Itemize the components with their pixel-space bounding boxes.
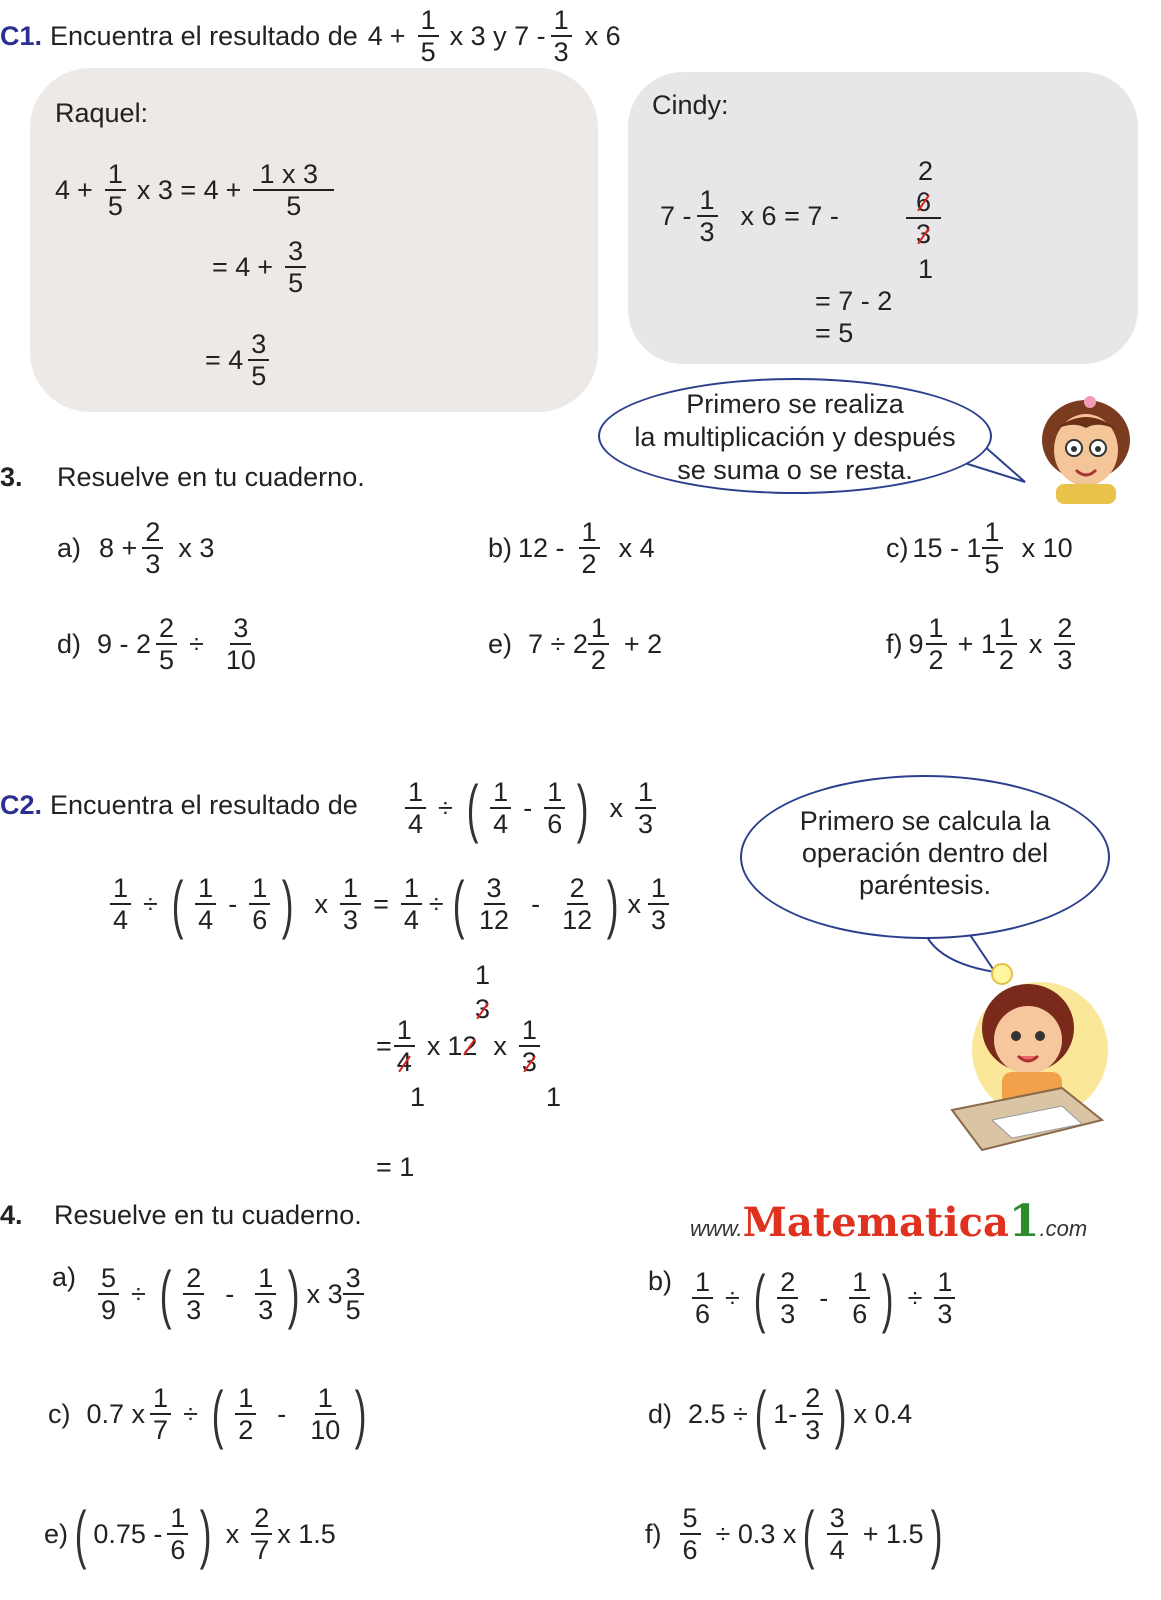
cindy-line-1: 7 - $\frac{1}{3}$ x 6 = 7 - bbox=[660, 185, 839, 248]
c2-header: C2. Encuentra el resultado de bbox=[0, 790, 358, 820]
q4-item-d: d) 2.5 ÷ ( 1- $\frac{2}{3}$ ) x 0.4 bbox=[648, 1378, 913, 1450]
matematica1-logo: www.Matematica1.com bbox=[690, 1196, 1088, 1247]
c1-id: C1. bbox=[0, 20, 43, 51]
fraction: $\frac{1}{3}$ bbox=[551, 6, 572, 67]
cindy-line-3: = 5 bbox=[815, 318, 854, 348]
girl-writing-illustration bbox=[942, 960, 1112, 1160]
q4-item-c: c) 0.7 x $\frac{1}{7}$ ÷ ( $\frac{1}{2}$ - $\frac{1}{10}$ ) bbox=[48, 1378, 367, 1450]
q4-item-b: b) $\frac{1}{6}$ ÷ ( $\frac{2}{3}$ - $\frac{1}{6}$ ) ÷ $\frac{1}{3}$ bbox=[648, 1266, 960, 1330]
c2-step-3: = 1 bbox=[376, 1152, 415, 1182]
cindy-cancel-bottom: 1 bbox=[918, 254, 934, 284]
cindy-name: Cindy: bbox=[652, 90, 729, 120]
q4-item-a: a) $\frac{5}{9}$ ÷ ( $\frac{2}{3}$ - $\frac{1}{3}$ ) x 3 $\frac{3}{5}$ bbox=[52, 1262, 369, 1326]
q3-title: Resuelve en tu cuaderno. bbox=[57, 462, 365, 492]
speech-bubble-2: Primero se calcula la operación dentro del paréntesis. bbox=[740, 775, 1110, 939]
raquel-line-1: 4 + $\frac{1}{5}$ x 3 = 4 + $\frac{1 x 3}{5}$ bbox=[55, 160, 339, 221]
raquel-name: Raquel: bbox=[55, 98, 149, 128]
q4-item-f: f) $\frac{5}{6}$ ÷ 0.3 x ( $\frac{3}{4}$ + 1.5 ) bbox=[645, 1498, 943, 1570]
q3-item-d: d) 9 - 2 $\frac{2}{5}$ ÷ $\frac{3}{10}$ bbox=[57, 613, 256, 676]
q3-item-a: a) 8 + $\frac{2}{3}$ x 3 bbox=[57, 517, 215, 580]
c1-text: Encuentra el resultado de bbox=[50, 20, 358, 51]
cindy-line-2: = 7 - 2 bbox=[815, 286, 893, 316]
c2-cancel-bottom-1: 1 bbox=[410, 1082, 426, 1112]
q3-item-b: b) 12 - $\frac{1}{2}$ x 4 bbox=[488, 517, 655, 580]
raquel-line-2: = 4 + $\frac{3}{5}$ bbox=[212, 237, 311, 298]
c2-step-2: = $\frac{1}{4}$ x 12 x $\frac{1}{3}$ bbox=[376, 1016, 545, 1077]
fraction: $\frac{1}{5}$ bbox=[418, 6, 439, 67]
c2-id: C2. bbox=[0, 790, 43, 820]
cindy-cancelled-fraction: $\frac{6}{3}$ bbox=[906, 188, 941, 249]
c2-cancel-top-1: 1 bbox=[475, 960, 491, 990]
q3-item-c: c) 15 - 1 $\frac{1}{5}$ x 10 bbox=[886, 517, 1073, 580]
c1-header: C1. Encuentra el resultado de 4 + $\frac{1}{5}$ x 3 y 7 - $\frac{1}{3}$ x 6 bbox=[0, 5, 621, 68]
q4-id: 4. bbox=[0, 1200, 23, 1230]
q3-id: 3. bbox=[0, 462, 23, 492]
girl-with-glasses-illustration bbox=[1030, 392, 1142, 504]
cindy-cancel-top: 2 bbox=[918, 156, 934, 186]
c2-expression: $\frac{1}{4}$ ÷ ( $\frac{1}{4}$ - $\frac{1}{6}$ ) x $\frac{1}{3}$ bbox=[400, 776, 661, 840]
raquel-line-3: = 4 $\frac{3}{5}$ bbox=[205, 330, 274, 391]
q3-item-e: e) 7 ÷ 2 $\frac{1}{2}$ + 2 bbox=[488, 613, 663, 676]
c2-cancel-bottom-2: 1 bbox=[546, 1082, 562, 1112]
q4-title: Resuelve en tu cuaderno. bbox=[54, 1200, 362, 1230]
q3-item-f: f) 9 $\frac{1}{2}$ + 1 $\frac{1}{2}$ x $\frac{2}{3}$ bbox=[886, 614, 1080, 675]
c2-cancel-top-3: 3 bbox=[475, 994, 491, 1024]
speech-bubble-1: Primero se realiza la multiplicación y después se suma o se resta. bbox=[598, 378, 992, 494]
c2-step-1: $\frac{1}{4}$ ÷ ( $\frac{1}{4}$ - $\frac{1}{6}$ ) x $\frac{1}{3}$ = $\frac{1}{4}$ ÷ ( $\frac{3}{12}$ - $\frac{2}{12}$ ) x $\frac{1}{3}$ bbox=[105, 872, 674, 936]
q4-item-e: e) ( 0.75 - $\frac{1}{6}$ ) x $\frac{2}{7}$ x 1.5 bbox=[44, 1498, 336, 1570]
